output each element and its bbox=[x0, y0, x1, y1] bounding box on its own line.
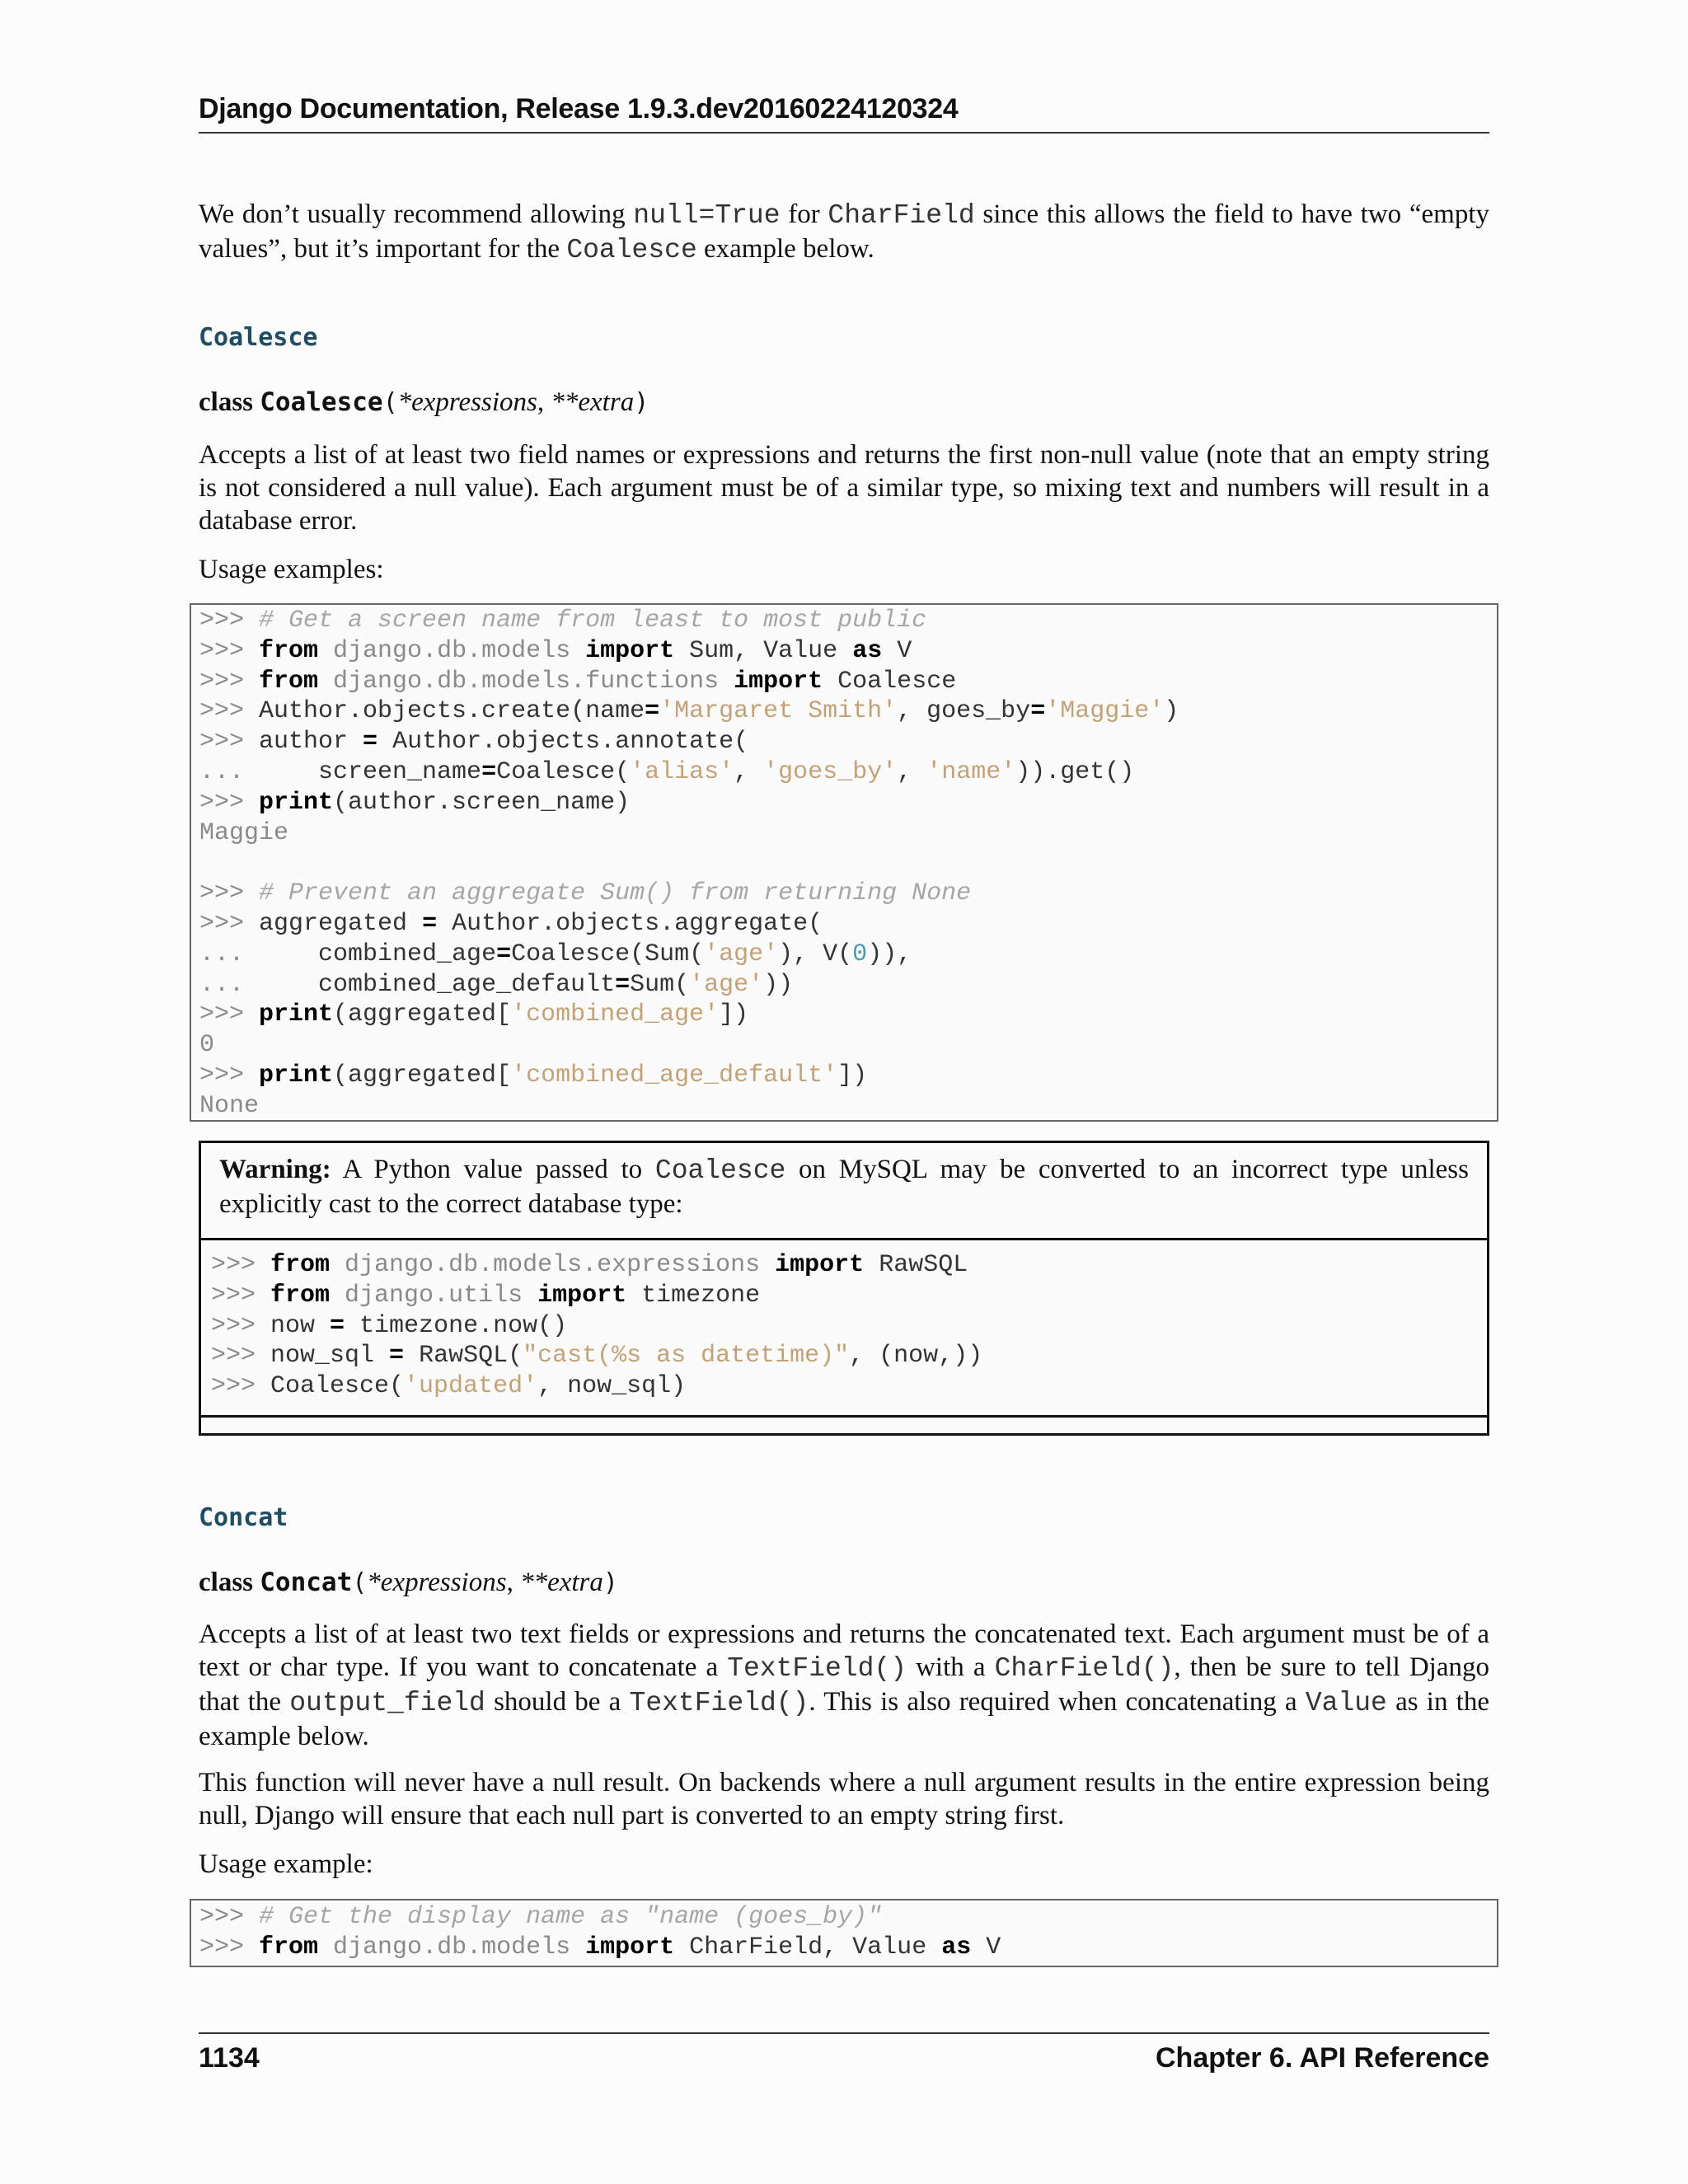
code-token: # Get a screen name from least to most public bbox=[259, 607, 927, 635]
code-token: ) bbox=[1164, 697, 1179, 726]
code-line bbox=[191, 1902, 1497, 1933]
code-token: print bbox=[259, 1061, 334, 1090]
code-token bbox=[760, 1251, 775, 1279]
code-line bbox=[191, 696, 1497, 727]
intro-text: since this allows the field to have two “empty values”, but it’s important for the bbox=[199, 199, 1489, 264]
code-token: 'combined_age_default' bbox=[511, 1061, 838, 1090]
code-token: # Prevent an aggregate Sum() from returning None bbox=[259, 879, 972, 908]
code-token: import bbox=[585, 636, 675, 665]
param-kwargs: **extra bbox=[551, 387, 635, 417]
code-token: >>> bbox=[199, 728, 260, 757]
code-line bbox=[191, 909, 1497, 940]
code-token bbox=[318, 637, 333, 665]
code-token: >>> bbox=[199, 788, 260, 817]
chapter-title: Chapter 6. API Reference bbox=[1156, 2042, 1489, 2074]
code-token: ), V( bbox=[778, 940, 853, 968]
code-token: import bbox=[775, 1251, 865, 1279]
code-line bbox=[191, 1061, 1497, 1091]
coalesce-description: Accepts a list of at least two field names or expressions and returns the first non-null value (note that an empty string is not considered a null value). Each argument must be of a similar type, so mixing text and numbers will result in a database error. bbox=[199, 440, 1489, 536]
code-token: django.db.models.expressions bbox=[345, 1251, 761, 1279]
code-line bbox=[211, 1250, 1472, 1281]
warning-text bbox=[219, 1153, 1469, 1221]
code-line bbox=[191, 848, 1497, 879]
code-token: django.utils bbox=[345, 1281, 523, 1310]
code-line bbox=[191, 970, 1497, 1001]
code-token: V bbox=[882, 636, 912, 665]
code-token: 'goes_by' bbox=[763, 757, 898, 786]
page-number: 1134 bbox=[199, 2042, 260, 2074]
code-token: >>> bbox=[199, 1933, 260, 1961]
code-token: now bbox=[270, 1311, 331, 1340]
code-token: , bbox=[897, 757, 927, 786]
code-token bbox=[719, 668, 734, 696]
concat-text: with a bbox=[907, 1652, 995, 1682]
class-keyword: class bbox=[199, 387, 253, 417]
code-line bbox=[191, 879, 1497, 909]
code-token: Author.objects.create(name bbox=[259, 697, 645, 726]
warning-code-block bbox=[211, 1250, 1472, 1402]
code-token: 'name' bbox=[926, 757, 1016, 786]
code-token: django.db.models bbox=[333, 636, 571, 665]
class-keyword: class bbox=[199, 1568, 253, 1597]
code-token: >>> bbox=[211, 1311, 271, 1340]
code-token: ... bbox=[199, 940, 319, 968]
param-separator: , bbox=[506, 1568, 521, 1597]
coalesce-section-title: Coalesce bbox=[199, 323, 318, 352]
code-token: , now_sql) bbox=[537, 1372, 687, 1401]
param-separator: , bbox=[537, 387, 551, 417]
code-line bbox=[191, 727, 1497, 757]
code-token bbox=[330, 1282, 345, 1310]
code-token bbox=[570, 1933, 585, 1961]
code-line bbox=[191, 1091, 1497, 1122]
code-token: )), bbox=[867, 940, 912, 968]
code-token: 0 bbox=[199, 1031, 215, 1060]
code-token: screen_name bbox=[318, 757, 482, 786]
code-token: >>> bbox=[211, 1342, 271, 1371]
code-token: Coalesce( bbox=[496, 757, 631, 786]
code-token: ... bbox=[199, 970, 319, 999]
code-token: # Get the display name as "name (goes_by)" bbox=[259, 1903, 883, 1931]
code-token: RawSQL( bbox=[404, 1342, 523, 1371]
code-token: timezone.now() bbox=[345, 1311, 568, 1340]
code-token: 'age' bbox=[689, 970, 764, 999]
code-token: = bbox=[422, 909, 438, 938]
code-line bbox=[191, 1000, 1497, 1030]
concat-text: , then be sure to tell Django that the bbox=[199, 1652, 1489, 1717]
code-token: now_sql bbox=[270, 1342, 390, 1371]
code-token: = bbox=[330, 1311, 345, 1340]
code-token: combined_age bbox=[318, 940, 497, 968]
code-token: >>> bbox=[199, 667, 260, 696]
code-token: Coalesce(Sum( bbox=[511, 940, 705, 968]
running-footer bbox=[199, 2032, 1489, 2074]
code-token: )) bbox=[763, 970, 794, 999]
code-token: as bbox=[941, 1933, 972, 1961]
inline-code: null=True bbox=[633, 200, 781, 231]
code-token: 'age' bbox=[704, 940, 779, 968]
code-token: >>> bbox=[199, 607, 260, 635]
code-line bbox=[211, 1281, 1472, 1311]
code-line bbox=[191, 940, 1497, 970]
code-token: CharField, Value bbox=[674, 1933, 942, 1961]
warning-admonition bbox=[199, 1141, 1489, 1436]
code-line bbox=[191, 1030, 1497, 1061]
code-token: >>> bbox=[199, 1001, 260, 1029]
code-token: = bbox=[1030, 697, 1046, 726]
inline-code: Coalesce bbox=[566, 235, 697, 265]
intro-text: example below. bbox=[696, 234, 874, 264]
concat-usage-label: Usage example: bbox=[199, 1849, 373, 1879]
code-token bbox=[199, 849, 214, 877]
code-token: django.db.models bbox=[333, 1933, 571, 1961]
warning-divider bbox=[201, 1238, 1487, 1240]
code-token: Coalesce( bbox=[270, 1372, 405, 1401]
code-token: (author.screen_name) bbox=[333, 788, 631, 817]
concat-text: . This is also required when concatenating a bbox=[809, 1687, 1306, 1717]
concat-description bbox=[199, 1618, 1489, 1753]
coalesce-code-block bbox=[190, 603, 1498, 1122]
code-token: ]) bbox=[719, 1001, 749, 1029]
code-token: 'Maggie' bbox=[1045, 697, 1165, 726]
code-token: from bbox=[259, 636, 319, 665]
paren-close: ) bbox=[634, 388, 649, 417]
intro-paragraph bbox=[199, 198, 1489, 267]
inline-code: CharField bbox=[828, 200, 975, 231]
code-token: = bbox=[645, 697, 660, 726]
code-token: >>> bbox=[199, 636, 260, 665]
concat-signature bbox=[199, 1568, 618, 1598]
code-token: import bbox=[537, 1281, 627, 1310]
param-args: *expressions bbox=[397, 387, 537, 417]
code-token: )).get() bbox=[1015, 757, 1135, 786]
code-line bbox=[191, 636, 1497, 667]
code-token: as bbox=[852, 636, 883, 665]
inline-code: TextField() bbox=[629, 1688, 809, 1718]
code-token: Coalesce bbox=[823, 667, 957, 696]
intro-text: for bbox=[780, 199, 828, 229]
warning-body: on MySQL may be converted to an incorrect type unless explicitly cast to the correct database type: bbox=[219, 1155, 1469, 1219]
inline-code: Value bbox=[1305, 1688, 1387, 1718]
param-args: *expressions bbox=[367, 1568, 507, 1597]
code-token: Author.objects.aggregate( bbox=[437, 909, 823, 938]
code-token: >>> bbox=[199, 909, 260, 938]
code-token: combined_age_default bbox=[318, 970, 616, 999]
code-token bbox=[523, 1282, 537, 1310]
code-token: , (now,)) bbox=[849, 1342, 983, 1371]
code-token: , goes_by bbox=[897, 697, 1031, 726]
code-token: Maggie bbox=[199, 818, 289, 847]
concat-section-title: Concat bbox=[199, 1503, 288, 1532]
code-line bbox=[191, 1933, 1497, 1963]
inline-code: TextField() bbox=[727, 1653, 907, 1684]
code-token: "cast(%s as datetime)" bbox=[523, 1342, 850, 1371]
inline-code: Coalesce bbox=[654, 1155, 786, 1186]
code-token: = bbox=[615, 970, 631, 999]
inline-code: output_field bbox=[289, 1688, 485, 1718]
code-token: 'updated' bbox=[404, 1372, 538, 1401]
code-token: >>> bbox=[199, 1903, 260, 1931]
concat-text: Accepts a list of at least two text fields or expressions and returns the concatenated text. Each argument must be of a text or char type. If you want to concatenate a bbox=[199, 1619, 1489, 1682]
warning-label: Warning: bbox=[219, 1155, 331, 1184]
code-token: >>> bbox=[199, 1061, 260, 1090]
code-line bbox=[211, 1341, 1472, 1371]
concat-text: should be a bbox=[485, 1687, 630, 1717]
concat-code-block bbox=[190, 1899, 1498, 1967]
code-token: 'alias' bbox=[630, 757, 734, 786]
code-token: ... bbox=[199, 757, 319, 786]
code-token: timezone bbox=[626, 1281, 761, 1310]
code-token: RawSQL bbox=[864, 1251, 968, 1279]
concat-text: as in the example below. bbox=[199, 1687, 1489, 1751]
code-token: (aggregated[ bbox=[333, 1061, 512, 1090]
code-token: from bbox=[259, 1933, 319, 1961]
code-token: Author.objects.annotate( bbox=[377, 728, 749, 757]
code-line bbox=[191, 818, 1497, 849]
paren-open: ( bbox=[352, 1568, 368, 1597]
code-line bbox=[211, 1311, 1472, 1342]
inline-code: CharField() bbox=[994, 1653, 1175, 1684]
code-token: = bbox=[389, 1342, 405, 1371]
code-token: django.db.models.functions bbox=[333, 667, 720, 696]
intro-text: We don’t usually recommend allowing bbox=[199, 199, 634, 229]
code-token: 'combined_age' bbox=[511, 1001, 720, 1029]
warning-body: A Python value passed to bbox=[331, 1155, 655, 1184]
code-token: Sum, Value bbox=[674, 636, 853, 665]
code-token: 'Margaret Smith' bbox=[659, 697, 898, 726]
class-name: Coalesce bbox=[260, 387, 383, 417]
code-token: = bbox=[363, 728, 378, 757]
code-token: from bbox=[270, 1281, 331, 1310]
code-token: , bbox=[734, 757, 764, 786]
code-token bbox=[330, 1251, 345, 1279]
code-token: from bbox=[270, 1251, 331, 1279]
coalesce-signature bbox=[199, 387, 649, 418]
concat-null-note: This function will never have a null result. On backends where a null argument results in the entire expression being null, Django will ensure that each null part is converted to an empty string first. bbox=[199, 1768, 1489, 1830]
code-token: import bbox=[585, 1933, 675, 1961]
code-token: >>> bbox=[199, 879, 260, 908]
code-token bbox=[318, 668, 333, 696]
code-token: aggregated bbox=[259, 909, 423, 938]
code-token: >>> bbox=[211, 1372, 271, 1401]
code-line bbox=[191, 667, 1497, 697]
code-line bbox=[191, 788, 1497, 818]
paren-open: ( bbox=[382, 388, 398, 417]
code-token: print bbox=[259, 788, 334, 817]
paren-close: ) bbox=[603, 1568, 618, 1597]
param-kwargs: **extra bbox=[520, 1568, 603, 1597]
code-token: print bbox=[259, 1001, 334, 1029]
code-token: from bbox=[259, 667, 319, 696]
code-token: 0 bbox=[852, 940, 868, 968]
code-token: None bbox=[199, 1091, 260, 1120]
code-token: >>> bbox=[211, 1251, 271, 1279]
code-token: ]) bbox=[837, 1061, 868, 1090]
code-token: import bbox=[734, 667, 823, 696]
code-token: >>> bbox=[199, 697, 260, 726]
warning-divider bbox=[201, 1415, 1487, 1418]
code-token: = bbox=[481, 757, 497, 786]
code-line bbox=[211, 1371, 1472, 1402]
code-token bbox=[570, 637, 585, 665]
running-header: Django Documentation, Release 1.9.3.dev20160224120324 bbox=[199, 93, 1489, 134]
code-token: author bbox=[259, 728, 363, 757]
code-token: >>> bbox=[211, 1281, 271, 1310]
class-name: Concat bbox=[260, 1568, 353, 1597]
code-line bbox=[191, 606, 1497, 636]
code-token: Sum( bbox=[630, 970, 690, 999]
code-token: (aggregated[ bbox=[333, 1001, 512, 1029]
code-token: V bbox=[971, 1933, 1001, 1961]
code-token: = bbox=[496, 940, 512, 968]
code-token bbox=[318, 1933, 333, 1961]
code-line bbox=[191, 757, 1497, 788]
coalesce-usage-label: Usage examples: bbox=[199, 555, 384, 584]
